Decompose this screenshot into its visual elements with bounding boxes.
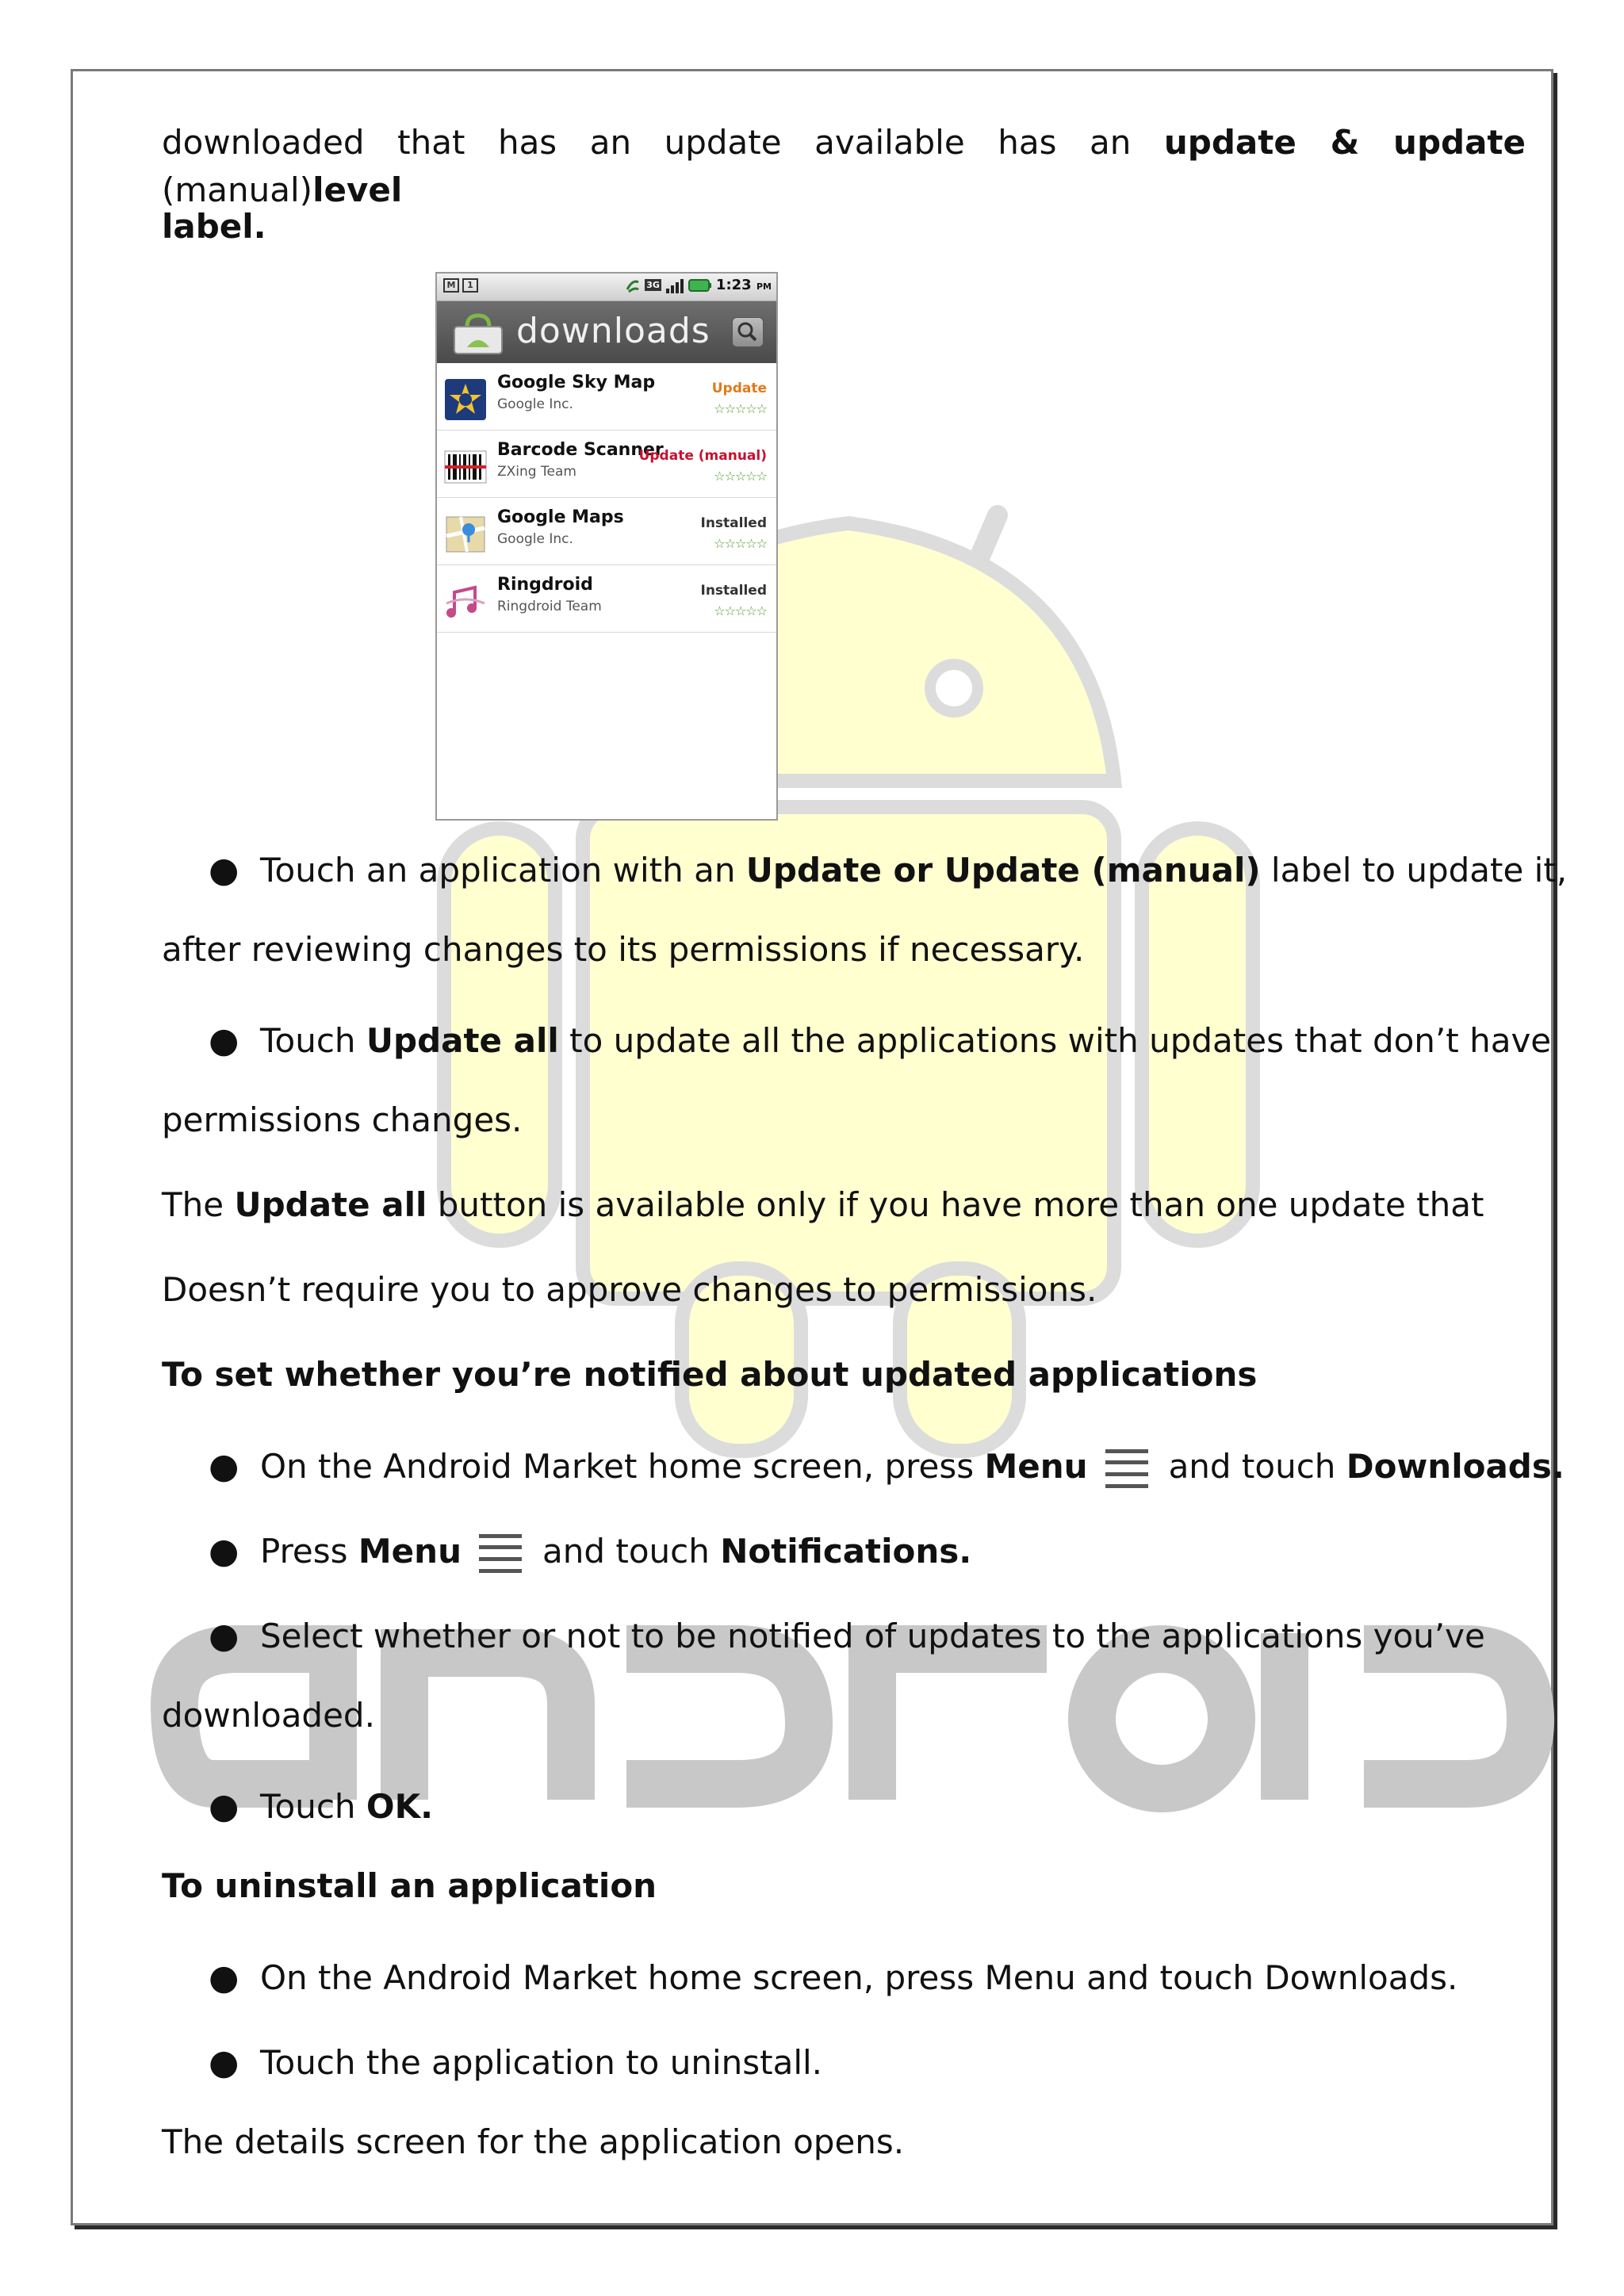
bullet-icon: ● — [209, 1786, 239, 1827]
barcode-app-icon — [443, 445, 488, 489]
clock: 1:23 PM — [715, 277, 772, 293]
ringdroid-app-icon — [443, 580, 488, 624]
status-bar — [437, 274, 776, 301]
search-icon — [733, 318, 763, 346]
app-developer: ZXing Team — [497, 464, 576, 480]
gmail-icon: M — [443, 278, 459, 293]
search-button[interactable] — [732, 317, 764, 347]
app-row-google-sky-map[interactable] — [437, 363, 776, 430]
bullet-icon: ● — [209, 1446, 239, 1487]
paragraph-details-screen: The details screen for the application opens. — [162, 2122, 905, 2161]
battery-icon — [688, 278, 712, 293]
list-item-notify-open-downloads: On the Android Market home screen, press Menu and touch Downloads. — [260, 1443, 1565, 1492]
app-name: Ringdroid — [497, 575, 593, 595]
paragraph-update-all-availability: The Update all button is available only if you have more than one update that — [162, 1185, 1484, 1224]
app-status-label: Update (manual) — [638, 448, 767, 464]
app-status-label: Update — [711, 381, 767, 396]
app-name: Barcode Scanner — [497, 440, 664, 460]
sync-icon — [625, 277, 641, 293]
network-type-icon: 3G — [646, 280, 660, 290]
list-item-update-all-cont: permissions changes. — [162, 1100, 523, 1139]
list-item-update-all: Touch Update all to update all the applications with updates that don’t have — [260, 1021, 1552, 1060]
downloads-title-bar — [437, 301, 776, 363]
rating-stars: ☆☆☆☆☆ — [714, 536, 767, 551]
downloads-title: downloads — [516, 311, 710, 351]
bullet-icon: ● — [209, 1957, 239, 1998]
app-developer: Ringdroid Team — [497, 599, 602, 614]
calendar-icon: 1 — [462, 278, 478, 293]
list-item-notify-open-notifications: Press Menu and touch Notifications. — [260, 1528, 971, 1577]
list-item-update-label-cont: after reviewing changes to its permissions if necessary. — [162, 930, 1085, 969]
paragraph-update-labels: downloaded that has an update available has an update & update (manual)level — [162, 123, 1526, 209]
menu-icon — [476, 1531, 525, 1577]
app-developer: Google Inc. — [497, 396, 573, 412]
app-row-barcode-scanner[interactable] — [437, 430, 776, 498]
app-row-google-maps[interactable] — [437, 498, 776, 565]
bullet-icon: ● — [209, 1020, 239, 1061]
app-developer: Google Inc. — [497, 531, 573, 547]
rating-stars: ☆☆☆☆☆ — [714, 603, 767, 618]
app-status-label: Installed — [700, 515, 767, 531]
list-item-notify-ok: Touch OK. — [260, 1787, 434, 1826]
app-name: Google Maps — [497, 507, 624, 527]
bullet-icon: ● — [209, 2042, 239, 2083]
bullet-icon: ● — [209, 1616, 239, 1656]
list-item-notify-select-cont: downloaded. — [162, 1696, 375, 1735]
rating-stars: ☆☆☆☆☆ — [714, 469, 767, 484]
bullet-icon: ● — [209, 850, 239, 890]
signal-icon — [665, 277, 684, 293]
paragraph-update-labels-cont: label. — [162, 207, 266, 246]
bullet-icon: ● — [209, 1531, 239, 1571]
list-item-update-label: Touch an application with an Update or Update (manual) label to update it, — [260, 851, 1568, 890]
heading-uninstall: To uninstall an application — [162, 1866, 657, 1905]
rating-stars: ☆☆☆☆☆ — [714, 401, 767, 416]
list-item-notify-select: Select whether or not to be notified of updates to the applications you’ve — [260, 1617, 1485, 1655]
app-name: Google Sky Map — [497, 373, 656, 392]
paragraph-update-all-availability-cont: Doesn’t require you to approve changes to permissions. — [162, 1270, 1097, 1309]
app-status-label: Installed — [700, 583, 767, 599]
sky-map-app-icon — [443, 377, 488, 422]
market-bag-icon — [451, 312, 505, 355]
heading-notify-settings: To set whether you’re notified about updated applications — [162, 1355, 1258, 1394]
app-row-ringdroid[interactable] — [437, 565, 776, 633]
downloads-screenshot — [435, 272, 778, 821]
menu-icon — [1102, 1446, 1151, 1492]
maps-app-icon — [443, 512, 488, 557]
list-item-uninstall-select-app: Touch the application to uninstall. — [260, 2043, 823, 2082]
list-item-uninstall-open-downloads: On the Android Market home screen, press Menu and touch Downloads. — [260, 1958, 1458, 1997]
